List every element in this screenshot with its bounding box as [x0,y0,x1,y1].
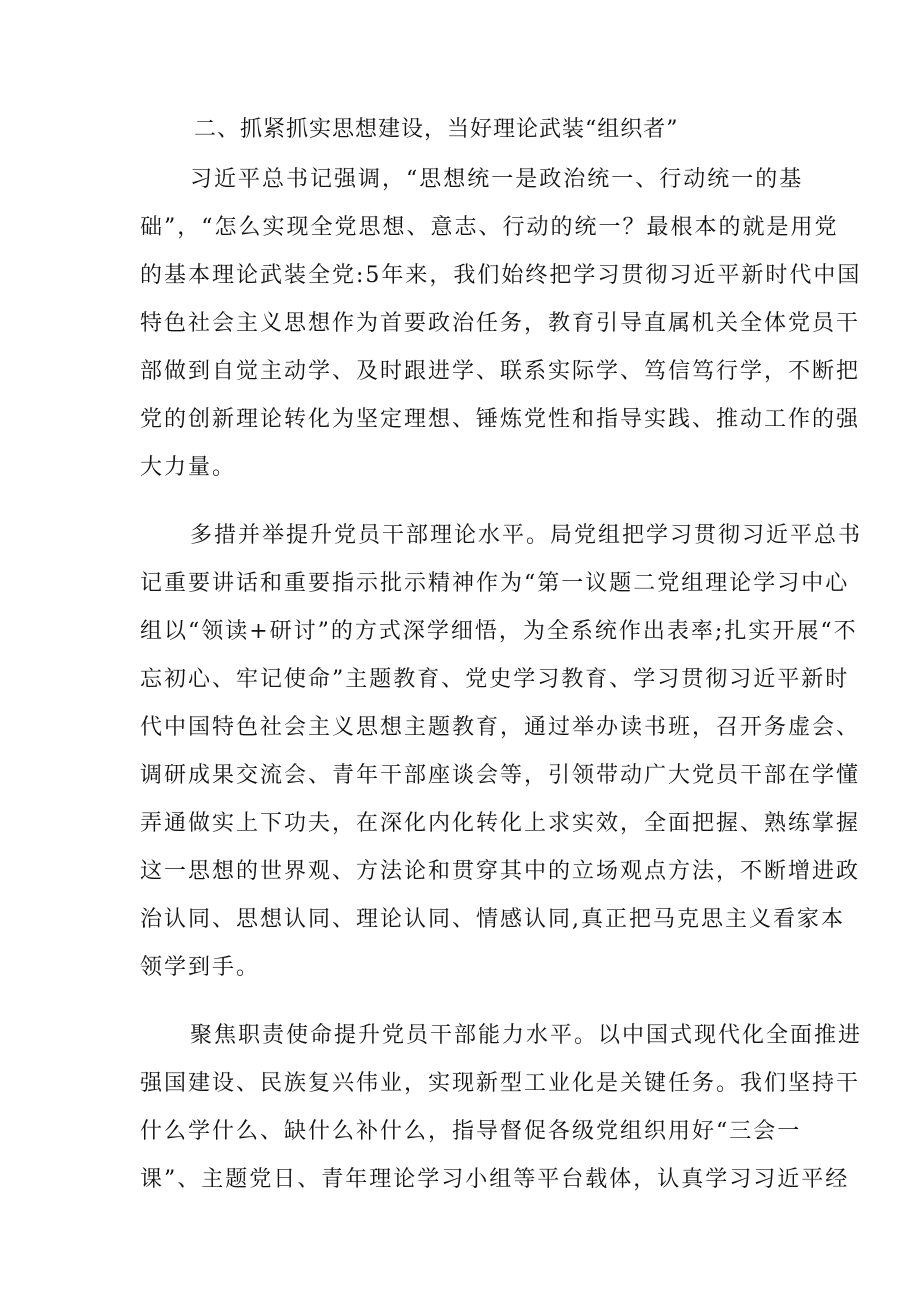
text-line: 忘初心、牢记使命”主题教育、党史学习教育、学习贯彻习近平新时 [140,667,850,692]
text-line: 记重要讲话和重要指示批示精神作为“第一议题二党组理论学习中心 [140,571,850,596]
paragraph-1 [140,156,862,492]
text-line: 弄通做实上下功夫，在深化内化转化上求实效，全面把握、熟练掌握 [140,811,861,836]
text-line: 这一思想的世界观、方法论和贯穿其中的立场观点方法，不断增进政 [140,859,861,884]
text-line: 特色社会主义思想作为首要政治任务，教育引导直属机关全体党员干 [140,311,861,336]
text-line: 聚焦职责使命提升党员干部能力水平。以中国式现代化全面推进 [190,1023,863,1048]
text-line: 多措并举提升党员干部理论水平。局党组把学习贯彻习近平总书 [190,523,863,548]
text-line: 代中国特色社会主义思想主题教育，通过举办读书班，召开务虚会、 [140,715,861,740]
text-line: 党的创新理论转化为坚定理想、锤炼党性和指导实践、推动工作的强 [140,407,861,432]
text-line: 调研成果交流会、青年干部座谈会等，引领带动广大党员干部在学懂 [140,763,861,788]
text-line: 治认同、思想认同、理论认同、情感认同,真正把马克思主义看家本 [140,907,845,932]
text-line: 组以“领读+研讨”的方式深学细悟，为全系统作出表率;扎实开展“不 [140,619,858,644]
section-heading: 二、抓紧抓实思想建设，当好理论武装“组织者” [194,117,679,142]
text-line: 础”，“怎么实现全党思想、意志、行动的统一？最根本的就是用党 [140,215,839,240]
text-line: 领学到手。 [140,955,261,980]
document-body [140,108,863,1204]
text-line: 强国建设、民族复兴伟业，实现新型工业化是关键任务。我们坚持干 [140,1071,861,1096]
text-line: 部做到自觉主动学、及时跟进学、联系实际学、笃信笃行学，不断把 [140,359,861,384]
paragraph-2 [140,512,863,992]
text-line: 什么学什么、缺什么补什么，指导督促各级党组织用好“三会一 [140,1119,802,1144]
paragraph-3 [140,1012,863,1204]
text-line: 课”、主题党日、青年理论学习小组等平台载体，认真学习习近平经 [140,1167,850,1192]
text-line: 大力量。 [140,455,237,480]
text-line: 的基本理论武装全党:5年来，我们始终把学习贯彻习近平新时代中国 [140,263,862,288]
text-line: 习近平总书记强调，“思想统一是政治统一、行动统一的基 [190,167,804,192]
